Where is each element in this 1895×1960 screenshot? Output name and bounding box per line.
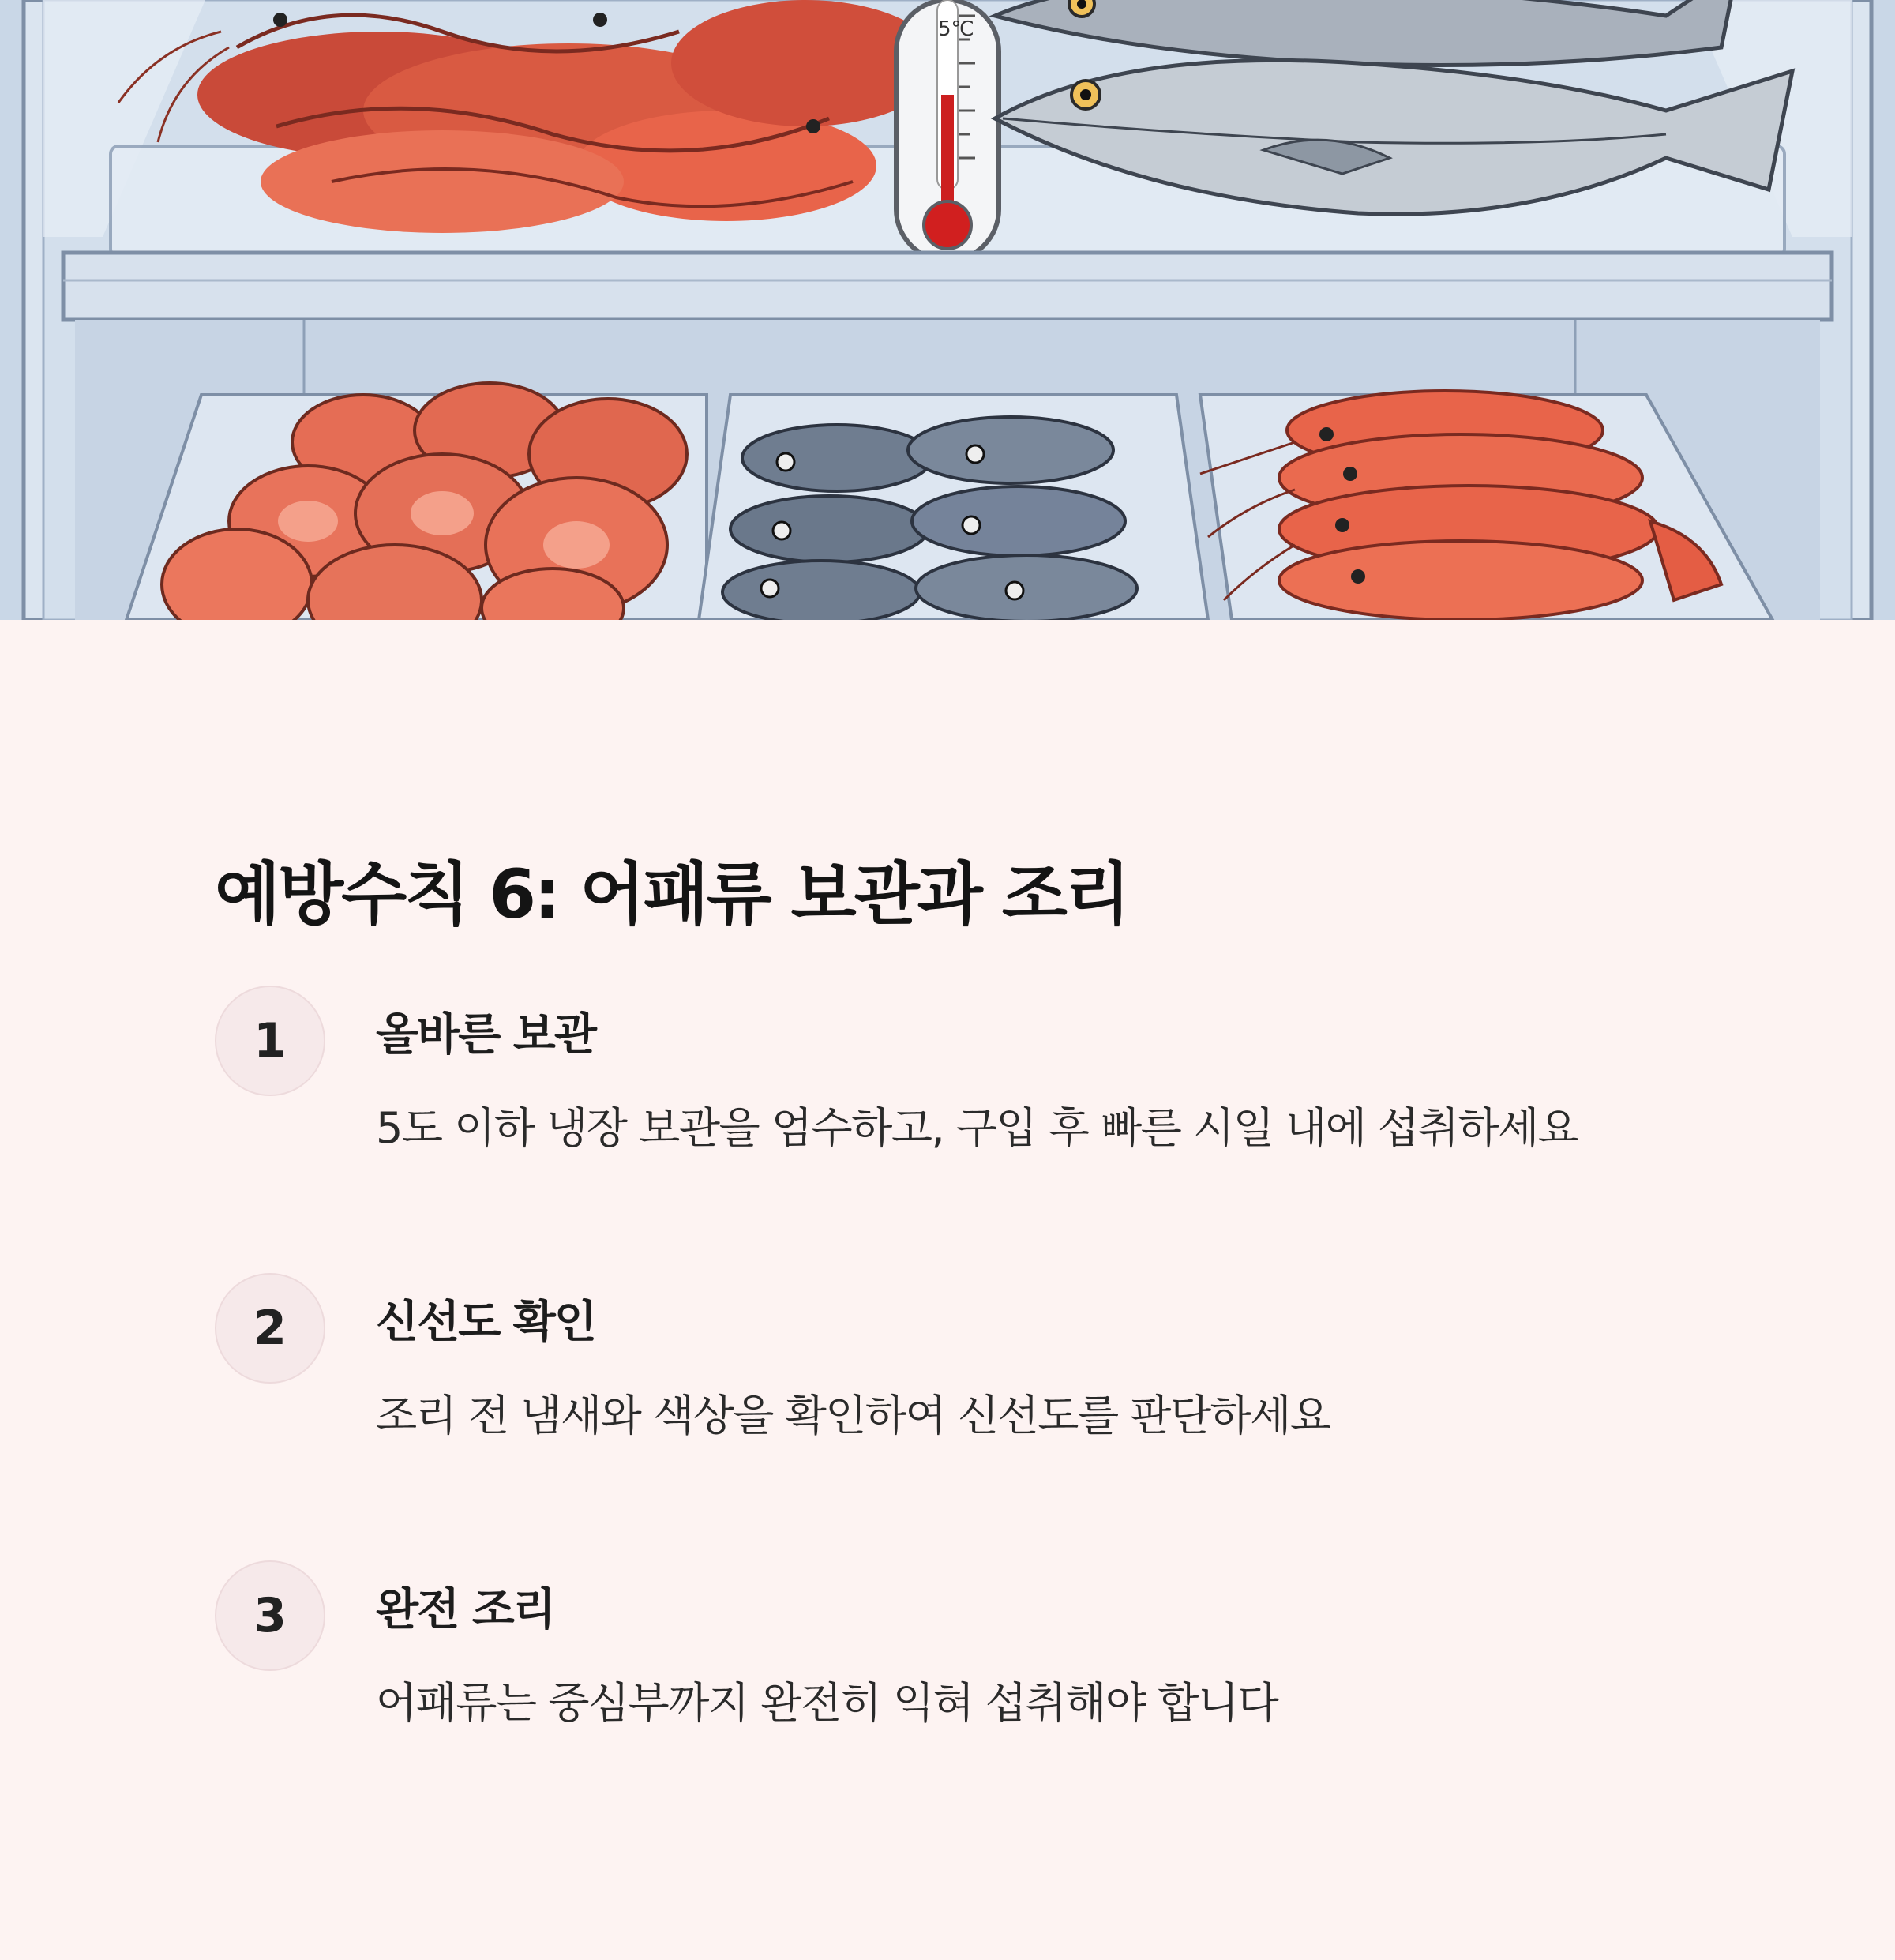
mackerel-fish [722, 417, 1137, 620]
fridge-shelf [63, 253, 1832, 320]
step-description: 5도 이하 냉장 보관을 엄수하고, 구입 후 빠른 시일 내에 섭취하세요 [376, 1103, 1578, 1153]
step-number-badge: 2 [215, 1273, 325, 1384]
prevention-section [0, 620, 1895, 1960]
step-description: 조리 전 냄새와 색상을 확인하여 신선도를 판단하세요 [376, 1391, 1330, 1440]
step-description: 어패류는 중심부까지 완전히 익혀 섭취해야 합니다 [376, 1678, 1278, 1728]
seafood-fridge-illustration [0, 0, 1895, 620]
step-title: 올바른 보관 [376, 1009, 595, 1061]
thermometer-icon [896, 0, 999, 261]
step-title: 완전 조리 [376, 1584, 554, 1635]
step-number-badge: 3 [215, 1560, 325, 1671]
thermometer-label: 5℃ [938, 17, 974, 41]
step-number-badge: 1 [215, 986, 325, 1096]
step-title: 신선도 확인 [376, 1297, 595, 1348]
section-title: 예방수칙 6: 어패류 보관과 조리 [215, 855, 1128, 934]
